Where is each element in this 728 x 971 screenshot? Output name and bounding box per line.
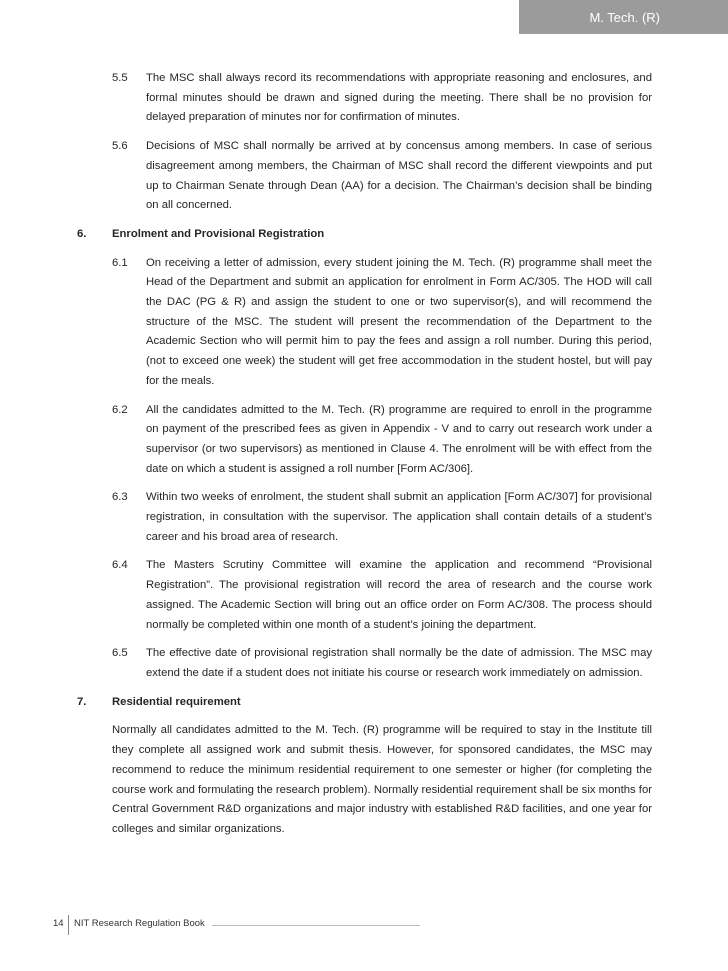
footer-divider [68,915,69,935]
clause-6-4 [0,556,728,635]
section-title: Enrolment and Provisional Registration [112,227,325,240]
page-footer [0,915,728,935]
clause-number: 6.3 [112,491,128,504]
clause-6-3 [0,488,728,547]
header-tab [519,0,728,34]
section-7-paragraph: Normally all candidates admitted to the M. Tech. (R) programme will be required to stay in the Institute till they complete all assigned work and submit thesis. However, for sponsored candidates, the MSC may recommend to reduce the minimum residential requirement to one semester or higher (for completing the course work and formulating the research problem). Normally residential requirement shall be six months for Central Government R&D organizations and major industry with established R&D facilities, and one year for colleges and similar organizations. [112,724,652,835]
clause-6-2 [0,401,728,480]
footer-rule [212,925,420,926]
section-7-heading [0,693,728,713]
clause-text: Within two weeks of enrolment, the student shall submit an application [Form AC/307] for provisional registration, in consultation with the supervisor. The application shall contain details of a student’s career and his broad area of research. [146,491,652,543]
clause-text: The Masters Scrutiny Committee will examine the application and recommend “Provisional Registration”. The provisional registration will record the area of research and the course work assigned. The Academic Section will bring out an office order on Form AC/308. The process should normally be completed within one month of a student’s joining the department. [146,559,652,631]
clause-number: 6.2 [112,403,128,416]
clause-text: The MSC shall always record its recommendations with appropriate reasoning and enclosures, and formal minutes should be drawn and signed during the meeting. There shall be no provision for delayed preparation of minutes nor for confirmation of minutes. [146,72,652,124]
clause-number: 6.1 [112,256,128,269]
header-label: M. Tech. (R) [589,9,660,25]
clause-text: On receiving a letter of admission, every student joining the M. Tech. (R) programme shall meet the Head of the Department and submit an application for enrolment in Form AC/305. The HOD will call the DAC (PG & R) and assign the student to one or two supervisor(s), and will recommend the structure of the MSC. The student will present the recommendation of the Department to the Academic Section who will permit him to pay the fees and assign a roll number. During this period, (not to exceed one week) the student will get free accommodation in the student hostel, but will pay for the meals. [146,256,652,387]
page-content [0,69,728,840]
clause-text: All the candidates admitted to the M. Tech. (R) programme are required to enroll in the programme on payment of the prescribed fees as given in Appendix - V and to carry out research work under a supervisor (or two supervisors) as mentioned in Clause 4. The enrolment will be with effect from the date on which a student is assigned a roll number [Form AC/306]. [146,403,652,475]
clause-6-1 [0,254,728,392]
clause-number: 5.6 [112,140,128,153]
clause-5-5 [0,69,728,128]
page-number: 14 [53,918,64,929]
clause-text: Decisions of MSC shall normally be arrived at by concensus among members. In case of serious disagreement among members, the Chairman of MSC shall record the different viewpoints and put up to Chairman Senate through Dean (AA) for a decision. The Chairman’s decision shall be binding on all concerned. [146,140,652,212]
clause-text: The effective date of provisional registration shall normally be the date of admission. The MSC may extend the date if a student does not initiate his course or research work immediately on admission. [146,647,652,679]
clause-number: 6.4 [112,559,128,572]
clause-5-6 [0,137,728,216]
clause-number: 5.5 [112,72,128,84]
section-number: 7. [77,695,87,708]
book-title: NIT Research Regulation Book [74,918,205,929]
section-number: 6. [77,227,87,240]
clause-6-5 [0,644,728,683]
section-title: Residential requirement [112,695,241,708]
section-6-heading [0,225,728,245]
clause-number: 6.5 [112,647,128,660]
